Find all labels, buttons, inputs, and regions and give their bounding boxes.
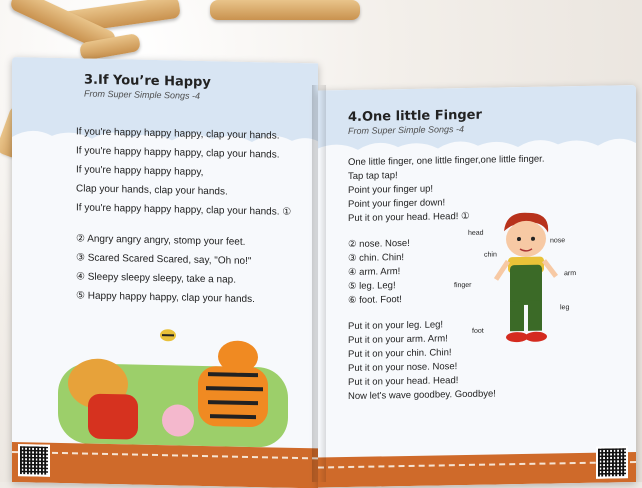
song-title: 3.If You’re Happy — [84, 72, 211, 91]
lyric-line: Clap your hands, clap your hands. — [76, 183, 228, 198]
lyric-line: If you're happy happy happy, clap your hands. — [76, 126, 280, 142]
stitch-line — [12, 451, 318, 459]
lyric-line: Now let's wave goodbey. Goodbye! — [348, 388, 496, 403]
stitch-line — [318, 461, 636, 469]
label-head: head — [468, 229, 484, 237]
qr-code — [18, 444, 50, 477]
song-source: From Super Simple Songs -4 — [348, 124, 465, 137]
song-title: 4.One little Finger — [348, 107, 482, 126]
lyric-line: If you're happy happy happy, clap your hands. — [76, 145, 280, 161]
lyric-line: Put it on your leg. Leg! — [348, 319, 444, 333]
lyric-line: ④ Sleepy sleepy sleepy, take a nap. — [76, 271, 236, 286]
lyric-line: If you're happy happy happy, clap your hands. ① — [76, 202, 292, 218]
lyric-line: ② nose. Nose! — [348, 237, 410, 251]
lyric-line: Put it on your chin. Chin! — [348, 347, 452, 361]
footer-band — [318, 452, 636, 488]
lyrics-block — [76, 122, 291, 310]
lyric-line: ③ Scared Scared Scared, say, "Oh no!" — [76, 252, 252, 268]
label-finger: finger — [454, 281, 472, 290]
lyric-line: Put it on your nose. Nose! — [348, 361, 458, 375]
book-gutter — [312, 85, 326, 482]
left-page — [12, 57, 318, 488]
label-leg: leg — [560, 304, 570, 312]
qr-code — [596, 446, 628, 479]
open-book — [6, 55, 642, 482]
lyric-line: Tap tap tap! — [348, 170, 398, 183]
label-chin: chin — [484, 251, 497, 259]
cartoon-illustration — [58, 323, 288, 448]
right-page — [318, 85, 636, 488]
cartoon-boy — [486, 208, 566, 349]
lyric-line: Put it on your head. Head! ① — [348, 210, 470, 225]
lyric-line: ⑥ foot. Foot! — [348, 294, 402, 307]
lyric-line: ⑤ Happy happy happy, clap your hands. — [76, 290, 255, 306]
lyric-line: If you're happy happy happy, — [76, 164, 204, 179]
song-source: From Super Simple Songs -4 — [84, 88, 201, 101]
label-arm: arm — [564, 270, 577, 278]
label-foot: foot — [472, 327, 484, 335]
lyric-line: ③ chin. Chin! — [348, 252, 405, 265]
lyric-line: Point your finger down! — [348, 197, 446, 211]
footer-band — [12, 442, 318, 488]
lyric-line: ⑤ leg. Leg! — [348, 280, 396, 293]
lyric-line: ② Angry angry angry, stomp your feet. — [76, 233, 246, 248]
lyric-line: One little finger, one little finger,one little finger. — [348, 153, 545, 169]
label-nose: nose — [550, 237, 566, 245]
lyric-line: ④ arm. Arm! — [348, 266, 401, 279]
lyric-line: Put it on your head. Head! — [348, 375, 459, 389]
wooden-stick — [210, 0, 360, 20]
lyric-line: Put it on your arm. Arm! — [348, 333, 448, 347]
lyric-line: Point your finger up! — [348, 183, 434, 197]
